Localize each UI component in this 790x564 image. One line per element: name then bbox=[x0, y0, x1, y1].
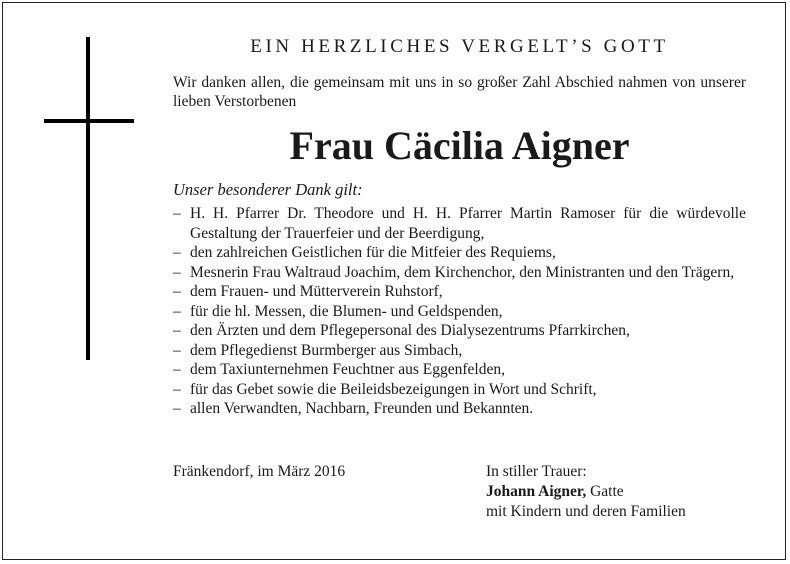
list-item-text: H. H. Pfarrer Dr. Theodore und H. H. Pfarrer Martin Ramoser für die würdevolle Gestaltung der Trauerfeier und der Beerdigung, bbox=[190, 205, 746, 242]
list-dash: – bbox=[173, 283, 181, 300]
mourner-name: Johann Aigner, bbox=[486, 483, 587, 500]
signature-block bbox=[486, 462, 686, 522]
intro-text: Wir danken allen, die gemeinsam mit uns in so großer Zahl Abschied nahmen von unserer lieben Verstorbenen bbox=[173, 74, 746, 110]
list-item bbox=[173, 360, 746, 380]
list-item-text: den Ärzten und dem Pflegepersonal des Dialysezentrums Pfarrkirchen, bbox=[190, 322, 630, 339]
list-dash: – bbox=[173, 263, 181, 281]
list-item bbox=[173, 263, 746, 283]
list-item-text: Mesnerin Frau Waltraud Joachim, dem Kirchenchor, den Ministranten und den Trägern, bbox=[190, 263, 735, 281]
list-item bbox=[173, 302, 746, 322]
list-dash: – bbox=[173, 322, 181, 339]
deceased-name: Frau Cäcilia Aigner bbox=[289, 123, 630, 168]
list-dash: – bbox=[173, 302, 181, 320]
list-item-text: dem Frauen- und Mütterverein Ruhstorf, bbox=[190, 283, 443, 300]
list-dash: – bbox=[173, 400, 181, 417]
list-item bbox=[173, 321, 746, 341]
list-item-text: dem Taxiunternehmen Feuchtner aus Eggenfelden, bbox=[190, 361, 505, 378]
thanks-list bbox=[173, 204, 746, 419]
list-item-text: für das Gebet sowie die Beileidsbezeigungen in Wort und Schrift, bbox=[190, 380, 597, 398]
list-item bbox=[173, 282, 746, 302]
cross-vertical-bar bbox=[86, 37, 90, 360]
list-item bbox=[173, 380, 746, 400]
place-date: Fränkendorf, im März 2016 bbox=[173, 463, 346, 480]
list-item-text: allen Verwandten, Nachbarn, Freunden und Bekannten. bbox=[190, 400, 534, 417]
list-dash: – bbox=[173, 205, 181, 222]
list-item bbox=[173, 341, 746, 361]
cross-horizontal-bar bbox=[44, 119, 134, 123]
list-item-text: den zahlreichen Geistlichen für die Mitfeier des Requiems, bbox=[190, 244, 556, 261]
list-item-text: für die hl. Messen, die Blumen- und Geldspenden, bbox=[190, 302, 503, 320]
list-item-text: dem Pflegedienst Burmberger aus Simbach, bbox=[190, 341, 463, 359]
list-dash: – bbox=[173, 361, 181, 378]
mourner-line bbox=[486, 482, 686, 502]
notice-heading: EIN HERZLICHES VERGELT’S GOTT bbox=[250, 36, 669, 57]
mourner-relation: Gatte bbox=[586, 483, 624, 500]
family-line: mit Kindern und deren Familien bbox=[486, 503, 686, 520]
list-dash: – bbox=[173, 244, 181, 261]
thanks-title: Unser besonderer Dank gilt: bbox=[173, 180, 363, 199]
list-item bbox=[173, 243, 746, 263]
list-dash: – bbox=[173, 341, 181, 359]
list-dash: – bbox=[173, 380, 181, 398]
mourning-label: In stiller Trauer: bbox=[486, 463, 587, 480]
list-item bbox=[173, 399, 746, 419]
list-item bbox=[173, 204, 746, 243]
